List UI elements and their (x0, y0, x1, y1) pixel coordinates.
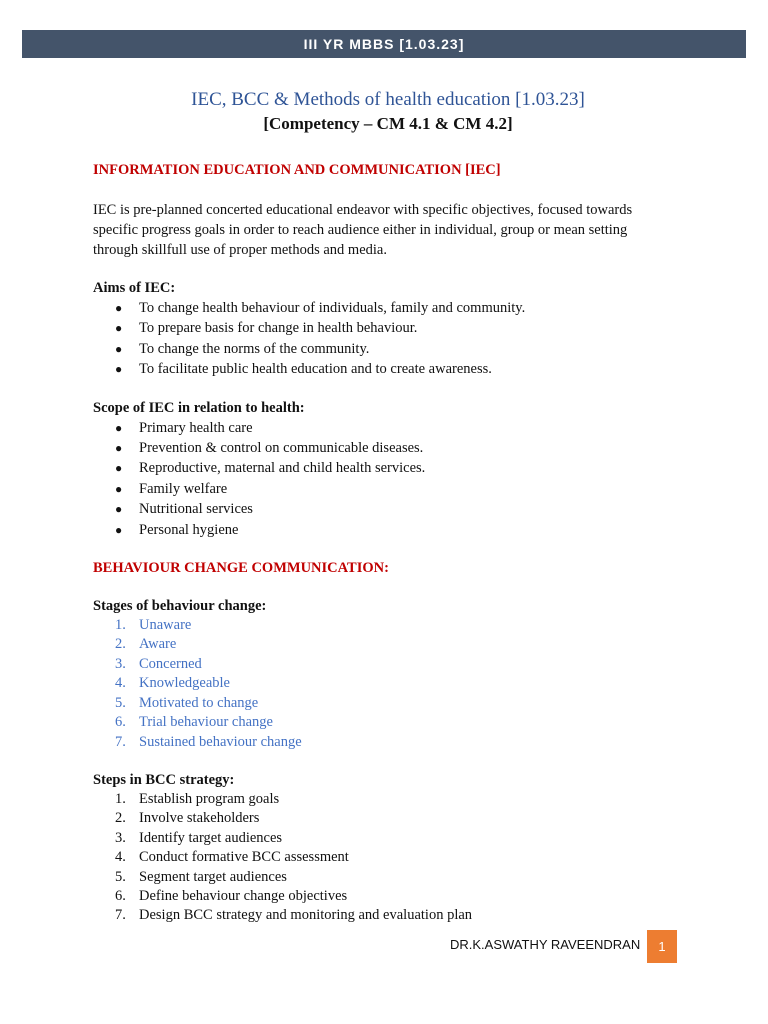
header-text: III YR MBBS [1.03.23] (303, 36, 465, 52)
list-item (93, 848, 693, 867)
bullet-icon: ● (115, 321, 123, 336)
page-number-badge (647, 930, 677, 963)
list-item-text: Define behaviour change objectives (139, 887, 348, 904)
list-item-text: Knowledgeable (139, 675, 230, 692)
list-item (93, 458, 693, 478)
bcc-heading: BEHAVIOUR CHANGE COMMUNICATION: (93, 560, 389, 577)
list-item-text: To facilitate public health education and to create awareness. (139, 361, 492, 378)
scope-list (93, 418, 693, 540)
aims-list (93, 298, 693, 380)
list-item (93, 318, 693, 338)
list-item-text: Personal hygiene (139, 521, 239, 538)
list-item (93, 635, 693, 654)
list-item (93, 887, 693, 906)
list-item-text: To prepare basis for change in health behaviour. (139, 320, 418, 337)
list-item (93, 829, 693, 848)
footer-author: DR.K.ASWATHY RAVEENDRAN (450, 937, 641, 952)
list-item (93, 479, 693, 499)
list-item-text: Aware (139, 636, 177, 653)
iec-paragraph-line: IEC is pre-planned concerted educational endeavor with specific objectives, focused towards (93, 202, 633, 218)
bullet-icon: ● (115, 481, 123, 496)
list-number: 5. (115, 868, 126, 885)
list-item (93, 655, 693, 674)
list-item-text: Design BCC strategy and monitoring and evaluation plan (139, 907, 473, 924)
list-item (93, 694, 693, 713)
list-item-text: Primary health care (139, 419, 253, 436)
bullet-icon: ● (115, 461, 123, 476)
bullet-icon: ● (115, 301, 123, 315)
list-item-text: To change the norms of the community. (139, 340, 370, 357)
list-number: 4. (115, 849, 126, 866)
steps-list (93, 790, 693, 926)
page-header-bar (22, 30, 746, 58)
list-item (93, 339, 693, 359)
list-item-text: Nutritional services (139, 501, 253, 518)
page-number: 1 (658, 939, 666, 954)
list-item-text: Segment target audiences (139, 868, 287, 885)
list-number: 7. (115, 907, 126, 924)
list-number: 5. (115, 694, 126, 711)
list-item-text: Motivated to change (139, 694, 259, 711)
iec-paragraph (93, 200, 693, 260)
bullet-icon: ● (115, 522, 123, 537)
list-item (93, 616, 693, 635)
list-item (93, 499, 693, 519)
list-item (93, 713, 693, 732)
list-item (93, 674, 693, 693)
bullet-icon: ● (115, 341, 123, 356)
list-item (93, 733, 693, 752)
list-item-text: Concerned (139, 655, 202, 672)
list-item-text: Prevention & control on communicable diseases. (139, 440, 424, 457)
list-number: 1. (115, 790, 126, 807)
scope-heading: Scope of IEC in relation to health: (93, 399, 305, 416)
list-number: 1. (115, 617, 126, 634)
bullet-icon: ● (115, 420, 123, 435)
iec-paragraph-line: specific progress goals in order to reach audience either in individual, group or mean setting (93, 222, 628, 238)
list-item-text: Family welfare (139, 480, 228, 497)
aims-heading: Aims of IEC: (93, 280, 176, 296)
list-item-text: Identify target audiences (139, 829, 283, 846)
list-item (93, 438, 693, 458)
list-number: 6. (115, 714, 126, 731)
list-item-text: Involve stakeholders (139, 810, 260, 827)
iec-paragraph-line: through skillfull use of proper methods and media. (93, 242, 387, 258)
list-item-text: Unaware (139, 617, 192, 634)
document-subtitle: [Competency – CM 4.1 & CM 4.2] (263, 114, 513, 133)
list-item (93, 906, 693, 925)
list-item (93, 809, 693, 828)
list-item (93, 520, 693, 540)
list-item (93, 868, 693, 887)
list-item-text: Conduct formative BCC assessment (139, 849, 349, 866)
list-number: 2. (115, 810, 126, 827)
stages-heading: Stages of behaviour change: (93, 598, 267, 615)
list-number: 7. (115, 733, 126, 750)
list-item (93, 790, 693, 809)
list-item-text: Reproductive, maternal and child health services. (139, 460, 426, 477)
list-item (93, 359, 693, 379)
list-number: 4. (115, 675, 126, 692)
bullet-icon: ● (115, 362, 123, 377)
list-number: 6. (115, 887, 126, 904)
list-number: 3. (115, 655, 126, 672)
list-item-text: Trial behaviour change (139, 714, 273, 731)
stages-list (93, 616, 693, 752)
document-title: IEC, BCC & Methods of health education [1.03.23] (191, 89, 585, 110)
list-item-text: Sustained behaviour change (139, 733, 302, 750)
list-item-text: Establish program goals (139, 790, 280, 807)
document-body (93, 86, 693, 926)
list-number: 3. (115, 829, 126, 846)
list-item (93, 298, 693, 318)
bullet-icon: ● (115, 502, 123, 517)
list-item (93, 418, 693, 438)
bullet-icon: ● (115, 441, 123, 456)
list-item-text: To change health behaviour of individuals, family and community. (139, 300, 526, 316)
list-number: 2. (115, 636, 126, 653)
steps-heading: Steps in BCC strategy: (93, 771, 235, 788)
iec-heading: INFORMATION EDUCATION AND COMMUNICATION [IEC] (93, 162, 501, 178)
